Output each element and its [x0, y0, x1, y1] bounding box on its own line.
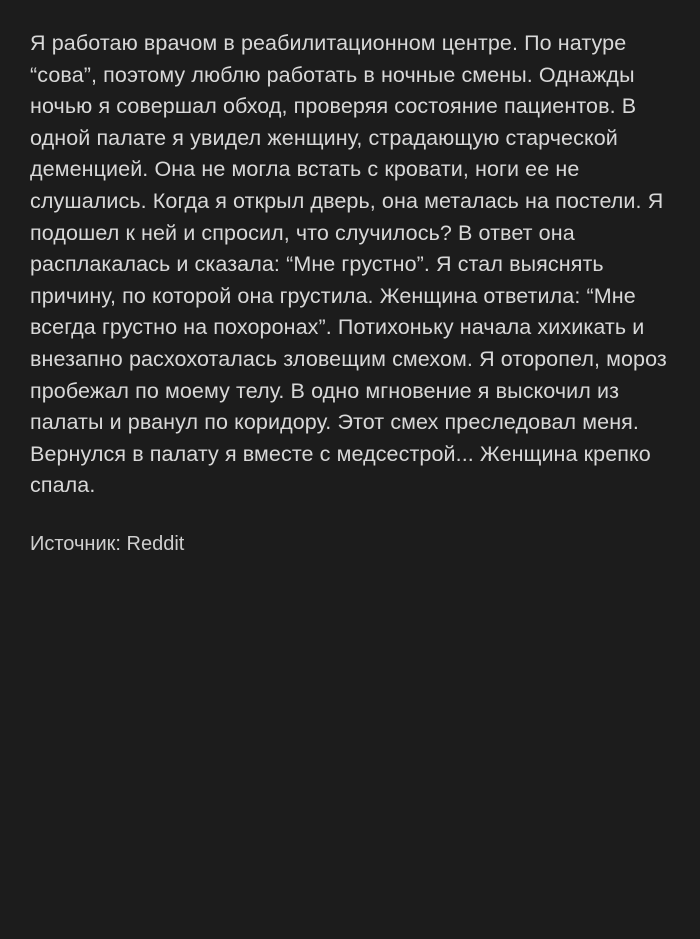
post-body-text: Я работаю врачом в реабилитационном центре. По натуре “сова”, поэтому люблю работать в ночные смены. Однажды ночью я совершал обход, проверяя состояние пациентов. В одной палате я увидел женщину, страдающую старческой деменцией. Она не могла встать с кровати, ноги ее не слушались. Когда я открыл дверь, она металась на постели. Я подошел к ней и спросил, что случилось? В ответ она расплакалась и сказала: “Мне грустно”. Я стал выяснять причину, по которой она грустила. Женщина ответила: “Мне всегда грустно на похоронах”. Потихоньку начала хихикать и внезапно расхохоталась зловещим смехом. Я оторопел, мороз пробежал по моему телу. В одно мгновение я выскочил из палаты и рванул по коридору. Этот смех преследовал меня. Вернулся в палату я вместе с медсестрой... Женщина крепко спала. — [30, 31, 673, 498]
post-source — [30, 530, 670, 558]
source-name-link[interactable]: Reddit — [126, 532, 185, 555]
source-label: Источник: — [30, 532, 121, 555]
